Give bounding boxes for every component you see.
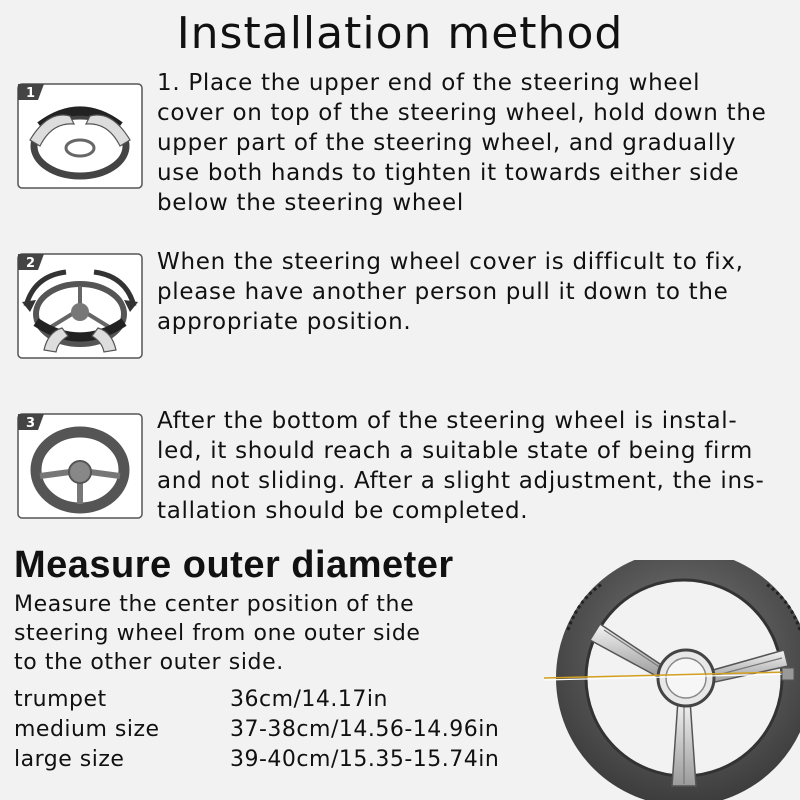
step-1-text: 1. Place the upper end of the steering wheel cover on top of the steering wheel, hold down the upper part of the steering wheel, and gradually use both hands to tighten it towards either side below the steering wheel <box>157 70 767 216</box>
page-title: Installation method <box>176 8 624 59</box>
size-row <box>14 744 554 774</box>
svg-text:3: 3 <box>26 416 36 431</box>
step-2-text: When the steering wheel cover is difficult to fix, please have another person pull it down to the appropriate position. <box>157 249 744 335</box>
hands-pulling-cover-icon <box>16 250 144 362</box>
step-2-illustration <box>16 250 144 362</box>
measure-description: Measure the center position of the steering wheel from one outer side to the other outer side. <box>14 592 421 675</box>
size-table <box>14 684 554 774</box>
size-value: 36cm/14.17in <box>230 686 388 712</box>
step-3-illustration <box>16 410 144 522</box>
size-row <box>14 684 554 714</box>
svg-text:2: 2 <box>26 256 36 271</box>
steering-wheel-measure-illustration <box>538 560 800 800</box>
hands-placing-cover-icon <box>16 80 144 192</box>
size-name: large size <box>14 746 125 772</box>
size-value: 37-38cm/14.56-14.96in <box>230 716 500 742</box>
steering-wheel-icon <box>538 560 800 800</box>
step-1-illustration <box>16 80 144 192</box>
measure-heading: Measure outer diameter <box>14 544 454 586</box>
svg-text:1: 1 <box>26 86 36 101</box>
size-value: 39-40cm/15.35-15.74in <box>230 746 500 772</box>
size-name: trumpet <box>14 686 107 712</box>
step-3-text: After the bottom of the steering wheel is instal- led, it should reach a suitable state of being firm and not sliding. After a slight adjustment, the ins- tallation should be completed. <box>157 408 765 524</box>
size-row <box>14 714 554 744</box>
size-name: medium size <box>14 716 160 742</box>
installed-wheel-icon <box>16 410 144 522</box>
